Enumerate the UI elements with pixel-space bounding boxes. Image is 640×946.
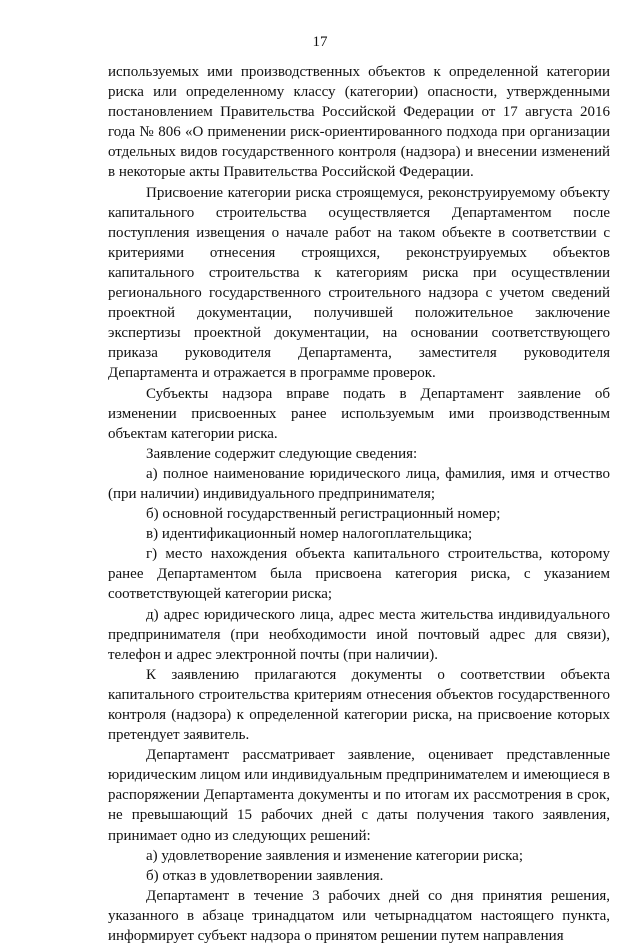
decision-item-b: б) отказ в удовлетворении заявления.: [146, 867, 384, 884]
paragraph-right-to-apply: Субъекты надзора вправе подать в Департамент заявление об изменении присвоенных ранее используемым ими производственным объектам категории риска.: [108, 385, 610, 442]
list-item-d: д) адрес юридического лица, адрес места жительства индивидуального предпринимателя (при необходимости иной почтовый адрес для связи), телефон и адрес электронной почты (при наличии).: [108, 606, 610, 663]
paragraph-attachments: К заявлению прилагаются документы о соответствии объекта капитального строительства критериям отнесения объектов государственного контроля (надзора) к определенной категории риска, на присвоение которых претендует заявитель.: [108, 666, 610, 744]
list-item-a: а) полное наименование юридического лица, фамилия, имя и отчество (при наличии) индивидуального предпринимателя;: [108, 465, 610, 502]
decision-item-a: а) удовлетворение заявления и изменение категории риска;: [146, 847, 523, 864]
page-number: 17: [312, 34, 328, 50]
paragraph-review: Департамент рассматривает заявление, оценивает представленные юридическим лицом или индивидуальным предпринимателем и имеющиеся в распоряжении Департамента документы и по итогам их рассмотрения в срок, не превышающий 15 рабочих дней с даты получения такого заявления, принимает одно из следующих решений:: [108, 747, 610, 844]
paragraph-notification: Департамент в течение 3 рабочих дней со дня принятия решения, указанного в абзаце тринадцатом или четырнадцатом настоящего пункта, информирует субъект надзора о принятом решении путем направления: [108, 887, 610, 945]
list-item-v: в) идентификационный номер налогоплательщика;: [146, 526, 473, 543]
paragraph-risk-assignment: Присвоение категории риска строящемуся, реконструируемому объекту капитального строительства осуществляется Департаментом после поступления извещения о начале работ на таком объекте в соответствии с критериями отнесения строящихся, реконструируемых объектов капитального строительства к категориям риска при осуществлении регионального государственного строительного надзора с учетом сведений проектной документации, получившей положительное заключение экспертизы проектной документации, на основании соответствующего приказа руководителя Департамента, заместителя руководителя Департамента и отражается в программе проверок.: [108, 184, 610, 382]
paragraph-continuation: используемых ими производственных объектов к определенной категории риска или определенному классу (категории) опасности, утвержденными постановлением Правительства Российской Федерации от 17 августа 2016 года № 806 «О применении риск-ориентированного подхода при организации отдельных видов государственного контроля (надзора) и внесении изменений в некоторые акты Правительства Российской Федерации.: [108, 64, 610, 181]
list-item-g: г) место нахождения объекта капитального строительства, которому ранее Департаментом была присвоена категория риска, с указанием соответствующей категории риска;: [108, 546, 610, 603]
list-item-b: б) основной государственный регистрационный номер;: [146, 506, 501, 523]
paragraph-application-contents: Заявление содержит следующие сведения:: [146, 445, 418, 462]
document-body: [108, 62, 610, 946]
